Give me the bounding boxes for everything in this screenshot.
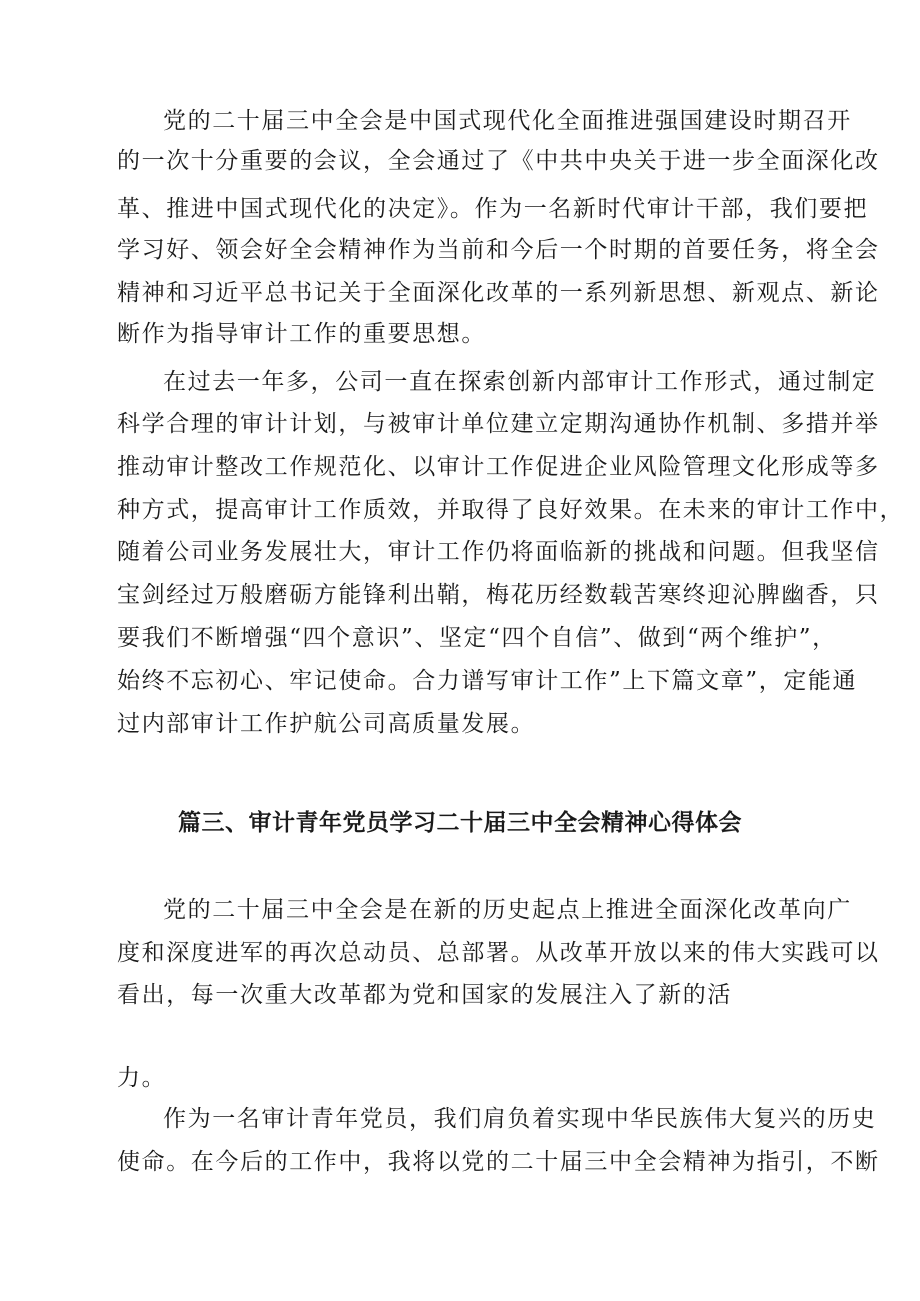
paragraph-line: 的一次十分重要的会议，全会通过了《中共中央关于进一步全面深化改 — [117, 148, 880, 174]
paragraph-line: 断作为指导审计工作的重要思想。 — [117, 321, 486, 347]
paragraph-line: 在过去一年多，公司一直在探索创新内部审计工作形式，通过制定 — [163, 369, 877, 395]
paragraph-line: 要我们不断增强“四个意识”、坚定“四个自信”、做到“两个维护”， — [117, 625, 837, 651]
paragraph-line: 精神和习近平总书记关于全面深化改革的一系列新思想、新观点、新论 — [117, 280, 880, 306]
paragraph-line: 推动审计整改工作规范化、以审计工作促进企业风险管理文化形成等多 — [117, 454, 880, 480]
paragraph-line: 科学合理的审计计划，与被审计单位建立定期沟通协作机制、多措并举 — [117, 411, 880, 437]
paragraph-line: 看出，每一次重大改革都为党和国家的发展注入了新的活 — [117, 982, 732, 1008]
paragraph-line: 过内部审计工作护航公司高质量发展。 — [117, 711, 536, 737]
paragraph-line: 始终不忘初心、牢记使命。合力谱写审计工作”上下篇文章”，定能通 — [117, 668, 858, 694]
paragraph-line: 革、推进中国式现代化的决定》。作为一名新时代审计干部，我们要把 — [117, 196, 869, 222]
paragraph-line: 党的二十届三中全会是中国式现代化全面推进强国建设时期召开 — [163, 108, 852, 134]
paragraph-line: 力。 — [117, 1065, 167, 1091]
paragraph-line: 宝剑经过万般磨砺方能锋利出鞘，梅花历经数载苦寒终迎沁脾幽香，只 — [117, 582, 880, 608]
paragraph-line: 使命。在今后的工作中，我将以党的二十届三中全会精神为指引，不断 — [117, 1149, 880, 1175]
paragraph-line: 随着公司业务发展壮大，审计工作仍将面临新的挑战和问题。但我坚信 — [117, 539, 880, 565]
paragraph-line: 种方式，提高审计工作质效，并取得了良好效果。在未来的审计工作中， — [117, 497, 905, 523]
section-heading: 篇三、审计青年党员学习二十届三中全会精神心得体会 — [178, 810, 742, 836]
paragraph-line: 学习好、领会好全会精神作为当前和今后一个时期的首要任务，将全会 — [117, 237, 880, 263]
paragraph-line: 党的二十届三中全会是在新的历史起点上推进全面深化改革向广 — [163, 897, 852, 923]
paragraph-line: 作为一名审计青年党员，我们肩负着实现中华民族伟大复兴的历史 — [163, 1106, 877, 1132]
paragraph-line: 度和深度进军的再次总动员、总部署。从改革开放以来的伟大实践可以 — [117, 940, 880, 966]
